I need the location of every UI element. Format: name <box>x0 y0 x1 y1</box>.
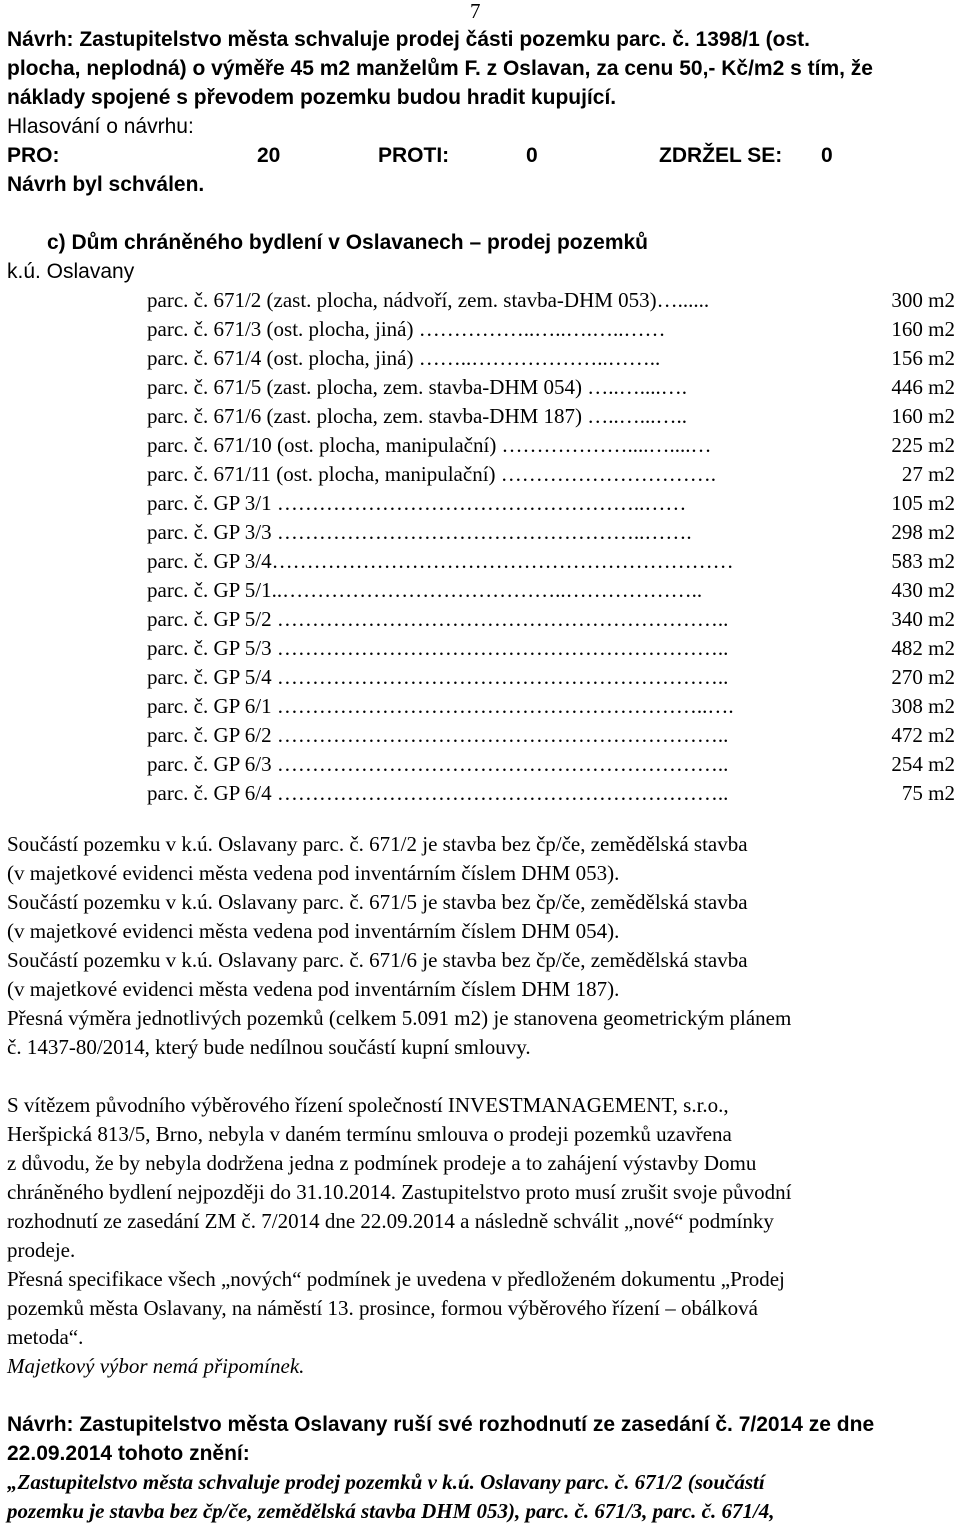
note-line: Součástí pozemku v k.ú. Oslavany parc. č. 671/6 je stavba bez čp/če, zemědělská stavba <box>7 948 748 972</box>
parcel-area: 75 m2 <box>901 781 955 805</box>
precise-area-note <box>7 1004 955 1062</box>
parcel-area: 300 m2 <box>891 288 955 312</box>
paragraph-line: metoda“. <box>7 1325 84 1349</box>
building-notes <box>7 830 955 1004</box>
parcel-area: 583 m2 <box>891 549 955 573</box>
winner-paragraph <box>7 1091 955 1265</box>
proposal-line: Návrh: Zastupitelstvo města schvaluje prodej části pozemku parc. č. 1398/1 (ost. <box>7 28 810 51</box>
parcel-row <box>147 344 955 373</box>
parcel-area: 270 m2 <box>891 665 955 689</box>
parcel-row <box>147 692 955 721</box>
paragraph-line: prodeje. <box>7 1238 76 1262</box>
parcel-row <box>147 547 955 576</box>
parcel-row <box>147 402 955 431</box>
parcel-label: parc. č. GP 3/4………………………………………………………… <box>147 549 734 573</box>
final-proposal-quote <box>7 1468 955 1526</box>
parcel-row <box>147 721 955 750</box>
parcel-area: 105 m2 <box>891 491 955 515</box>
parcel-row <box>147 750 955 779</box>
parcel-label: parc. č. GP 6/3 ……………………………………………………….. <box>147 752 729 776</box>
proposal-1398 <box>7 25 955 112</box>
parcel-area: 160 m2 <box>891 317 955 341</box>
parcel-label: parc. č. 671/5 (zast. plocha, zem. stavba-DHM 054) …..…....…. <box>147 375 688 399</box>
note-line: Součástí pozemku v k.ú. Oslavany parc. č. 671/2 je stavba bez čp/če, zemědělská stavba <box>7 832 748 856</box>
vote-pro-label: PRO: <box>7 144 60 167</box>
parcel-label: parc. č. GP 3/3 ……………………………………………..……. <box>147 520 692 544</box>
paragraph-line: S vítězem původního výběrového řízení společností INVESTMANAGEMENT, s.r.o., <box>7 1093 729 1117</box>
paragraph-line: Heršpická 813/5, Brno, nebyla v daném termínu smlouva o prodeji pozemků uzavřena <box>7 1122 732 1146</box>
vote-proti-count: 0 <box>526 144 538 167</box>
parcel-row <box>147 634 955 663</box>
vote-result: Návrh byl schválen. <box>7 173 205 196</box>
page-number: 7 <box>470 0 481 23</box>
parcel-label: parc. č. 671/11 (ost. plocha, manipulační) …………………………. <box>147 462 717 486</box>
vote-heading: Hlasování o návrhu: <box>7 115 194 138</box>
vote-results <box>7 141 955 170</box>
parcel-area: 446 m2 <box>891 375 955 399</box>
parcel-list <box>147 286 955 808</box>
paragraph-line: chráněného bydlení nejpozději do 31.10.2014. Zastupitelstvo proto musí zrušit svoje původní <box>7 1180 792 1204</box>
paragraph-line: Přesná specifikace všech „nových“ podmínek je uvedena v předloženém dokumentu „Prodej <box>7 1267 785 1291</box>
quote-line: pozemku je stavba bez čp/če, zemědělská stavba DHM 053), parc. č. 671/3, parc. č. 671/4, <box>7 1499 775 1523</box>
parcel-row <box>147 779 955 808</box>
proposal-line: plocha, neplodná) o výměře 45 m2 manželům F. z Oslavan, za cenu 50,- Kč/m2 s tím, že <box>7 57 873 80</box>
vote-proti-label: PROTI: <box>378 144 450 167</box>
quote-line: „Zastupitelstvo města schvaluje prodej pozemků v k.ú. Oslavany parc. č. 671/2 (součástí <box>7 1470 765 1494</box>
parcel-area: 156 m2 <box>891 346 955 370</box>
cadastral-area: k.ú. Oslavany <box>7 260 135 283</box>
parcel-area: 298 m2 <box>891 520 955 544</box>
parcel-label: parc. č. GP 6/4 ……………………………………………………….. <box>147 781 729 805</box>
parcel-area: 254 m2 <box>891 752 955 776</box>
parcel-row <box>147 460 955 489</box>
parcel-area: 160 m2 <box>891 404 955 428</box>
parcel-row <box>147 518 955 547</box>
note-line: Součástí pozemku v k.ú. Oslavany parc. č. 671/5 je stavba bez čp/če, zemědělská stavba <box>7 890 748 914</box>
parcel-label: parc. č. GP 5/1..…………………………………..……………….. <box>147 578 703 602</box>
parcel-row <box>147 663 955 692</box>
parcel-row <box>147 605 955 634</box>
parcel-label: parc. č. 671/2 (zast. plocha, nádvoří, zem. stavba-DHM 053)…...... <box>147 288 710 312</box>
parcel-label: parc. č. GP 5/2 ……………………………………………………….. <box>147 607 729 631</box>
paragraph-line: z důvodu, že by nebyla dodržena jedna z podmínek prodeje a to zahájení výstavby Domu <box>7 1151 757 1175</box>
final-proposal <box>7 1410 955 1468</box>
document-body <box>7 25 955 1526</box>
parcel-area: 482 m2 <box>891 636 955 660</box>
proposal-line: 22.09.2014 tohoto znění: <box>7 1442 250 1465</box>
spec-paragraph <box>7 1265 955 1352</box>
parcel-area: 27 m2 <box>901 462 955 486</box>
parcel-row <box>147 373 955 402</box>
paragraph-line: rozhodnutí ze zasedání ZM č. 7/2014 dne 22.09.2014 a následně schválit „nové“ podmínky <box>7 1209 774 1233</box>
parcel-label: parc. č. 671/3 (ost. plocha, jiná) ……………..…..….…..…… <box>147 317 666 341</box>
vote-pro-count: 20 <box>257 144 281 167</box>
parcel-row <box>147 489 955 518</box>
parcel-row <box>147 576 955 605</box>
note-line: (v majetkové evidenci města vedena pod inventárním číslem DHM 054). <box>7 919 620 943</box>
parcel-row <box>147 431 955 460</box>
committee-note: Majetkový výbor nemá připomínek. <box>7 1354 305 1378</box>
parcel-label: parc. č. GP 5/4 ……………………………………………………….. <box>147 665 729 689</box>
parcel-label: parc. č. 671/6 (zast. plocha, zem. stavba-DHM 187) …..…...….. <box>147 404 688 428</box>
parcel-label: parc. č. 671/10 (ost. plocha, manipulační) ………………....…....… <box>147 433 712 457</box>
vote-zdrzel-count: 0 <box>821 144 833 167</box>
note-line: č. 1437-80/2014, který bude nedílnou součástí kupní smlouvy. <box>7 1035 531 1059</box>
note-line: (v majetkové evidenci města vedena pod inventárním číslem DHM 187). <box>7 977 620 1001</box>
parcel-row <box>147 315 955 344</box>
parcel-area: 225 m2 <box>891 433 955 457</box>
parcel-label: parc. č. GP 6/2 ……………………………………………………….. <box>147 723 729 747</box>
proposal-line: náklady spojené s převodem pozemku budou hradit kupující. <box>7 86 617 109</box>
parcel-label: parc. č. GP 5/3 ……………………………………………………….. <box>147 636 729 660</box>
parcel-label: parc. č. 671/4 (ost. plocha, jiná) ……..………………..…….. <box>147 346 661 370</box>
parcel-label: parc. č. GP 3/1 ……………………………………………..…… <box>147 491 687 515</box>
parcel-area: 472 m2 <box>891 723 955 747</box>
section-c-heading: c) Dům chráněného bydlení v Oslavanech – prodej pozemků <box>47 231 648 254</box>
parcel-label: parc. č. GP 6/1 ……………………………………………………..…. <box>147 694 734 718</box>
note-line: (v majetkové evidenci města vedena pod inventárním číslem DHM 053). <box>7 861 620 885</box>
note-line: Přesná výměra jednotlivých pozemků (celkem 5.091 m2) je stanovena geometrickým plánem <box>7 1006 792 1030</box>
parcel-area: 308 m2 <box>891 694 955 718</box>
parcel-area: 430 m2 <box>891 578 955 602</box>
parcel-area: 340 m2 <box>891 607 955 631</box>
parcel-row <box>147 286 955 315</box>
vote-zdrzel-label: ZDRŽEL SE: <box>659 144 783 167</box>
paragraph-line: pozemků města Oslavany, na náměstí 13. prosince, formou výběrového řízení – obálková <box>7 1296 758 1320</box>
proposal-line: Návrh: Zastupitelstvo města Oslavany ruší své rozhodnutí ze zasedání č. 7/2014 ze dne <box>7 1413 875 1436</box>
